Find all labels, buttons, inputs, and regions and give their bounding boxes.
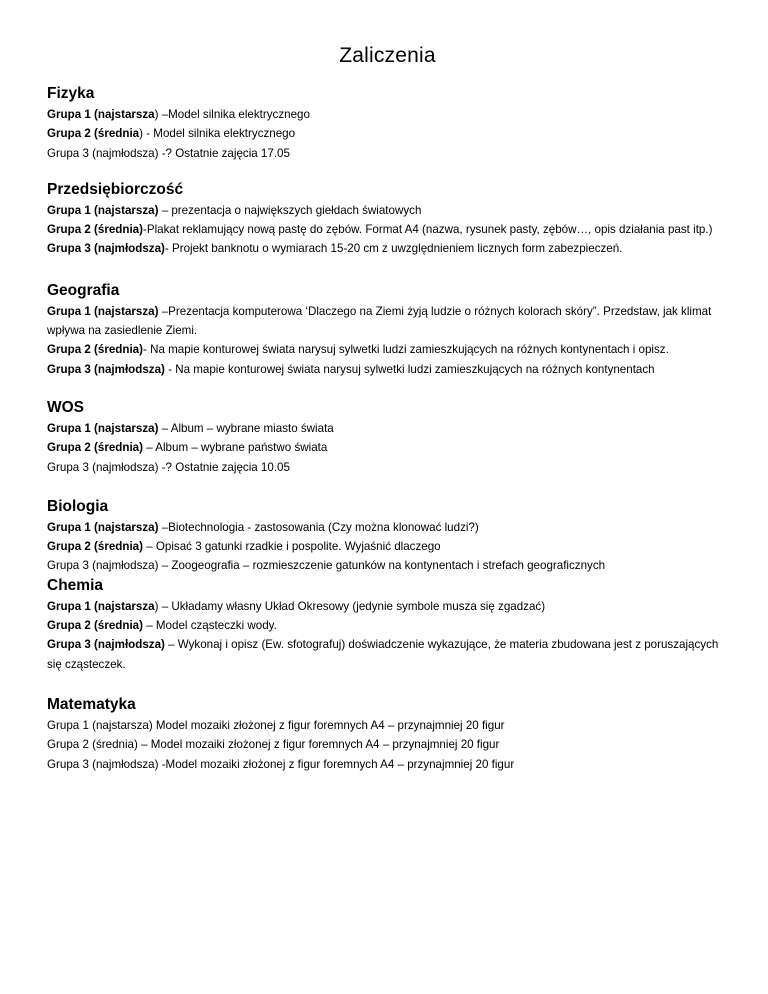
section-heading: Matematyka xyxy=(47,695,136,713)
section-przedsiebiorczosc xyxy=(47,180,728,259)
group-label: Grupa 2 (średnia) xyxy=(47,223,143,237)
group-label: Grupa 1 (najstarsza xyxy=(47,599,155,613)
section-biologia xyxy=(47,497,728,576)
group-text: – prezentacja o największych giełdach światowych xyxy=(158,203,422,217)
group-line xyxy=(47,635,728,674)
group-line xyxy=(47,458,728,477)
section-wos xyxy=(47,398,728,477)
section-heading: Geografia xyxy=(47,281,120,299)
section-geografia xyxy=(47,281,728,379)
group-label: Grupa 1 (najstarsza) xyxy=(47,520,159,534)
group-text: Grupa 3 (najmłodsza) -? Ostatnie zajęcia 17.05 xyxy=(47,146,290,160)
section-chemia xyxy=(47,576,728,674)
group-text: Grupa 3 (najmłodsza) – Zoogeografia – rozmieszczenie gatunków na kontynentach i strefach geograficznych xyxy=(47,559,606,573)
group-line xyxy=(47,438,728,457)
group-text: –Prezentacja komputerowa ‘Dlaczego na Ziemi żyją ludzie o różnych kolorach skóry”. Przedstaw, jak klimat wpływa na zasiedlenie Ziemi. xyxy=(47,304,712,338)
group-line xyxy=(47,537,728,556)
group-label: Grupa 2 (średnia xyxy=(47,127,140,141)
group-label: Grupa 3 (najmłodsza) xyxy=(47,638,165,652)
group-line xyxy=(47,419,728,438)
group-label: Grupa 2 (średnia) xyxy=(47,540,143,554)
group-label: Grupa 1 (najstarsza) xyxy=(47,421,159,435)
group-line xyxy=(47,755,728,774)
group-line xyxy=(47,239,728,258)
group-label: Grupa 1 (najstarsza) xyxy=(47,203,159,217)
group-text: Grupa 3 (najmłodsza) -? Ostatnie zajęcia 10.05 xyxy=(47,460,290,474)
group-label: Grupa 1 (najstarsza) xyxy=(47,304,159,318)
group-line xyxy=(47,616,728,635)
group-line xyxy=(47,340,728,359)
group-label: Grupa 2 (średnia) xyxy=(47,441,143,455)
group-label: Grupa 2 (średnia) xyxy=(47,619,143,633)
group-label: Grupa 3 (najmłodsza) xyxy=(47,362,165,376)
group-text: ) - Model silnika elektrycznego xyxy=(139,127,296,141)
group-line xyxy=(47,556,728,575)
section-heading: WOS xyxy=(47,398,85,416)
group-text: –Biotechnologia - zastosowania (Czy można klonować ludzi?) xyxy=(158,520,479,534)
section-heading: Przedsiębiorczość xyxy=(47,180,184,198)
section-matematyka xyxy=(47,695,728,774)
group-text: - Na mapie konturowej świata narysuj sylwetki ludzi zamieszkujących na różnych kontynentach xyxy=(164,362,655,376)
group-line xyxy=(47,360,728,379)
group-text: Grupa 3 (najmłodsza) -Model mozaiki złożonej z figur foremnych A4 – przynajmniej 20 figur xyxy=(47,757,515,771)
group-text: ) – Układamy własny Układ Okresowy (jedynie symbole musza się zgadzać) xyxy=(154,599,546,613)
group-line xyxy=(47,597,728,616)
group-text: – Album – wybrane miasto świata xyxy=(158,421,334,435)
group-line xyxy=(47,302,728,341)
group-line xyxy=(47,735,728,754)
group-text: -Plakat reklamujący nową pastę do zębów. Format A4 (nazwa, rysunek pasty, zębów…, opis działania past itp.) xyxy=(143,223,713,237)
group-text: - Na mapie konturowej świata narysuj sylwetki ludzi zamieszkujących na różnych kontynentach i opisz. xyxy=(143,343,669,357)
group-line xyxy=(47,518,728,537)
group-label: Grupa 2 (średnia) xyxy=(47,343,143,357)
group-line xyxy=(47,220,728,239)
section-fizyka xyxy=(47,84,728,163)
group-line xyxy=(47,201,728,220)
group-line xyxy=(47,124,728,143)
group-text: ) –Model silnika elektrycznego xyxy=(154,108,310,121)
group-text: – Wykonaj i opisz (Ew. sfotografuj) doświadczenie wykazujące, że materia zbudowana jest z poruszających się cząsteczek. xyxy=(47,638,719,671)
section-heading: Biologia xyxy=(47,497,109,515)
group-label: Grupa 3 (najmłodsza) xyxy=(47,242,165,256)
group-label: Grupa 1 (najstarsza xyxy=(47,108,155,121)
group-line xyxy=(47,144,728,163)
section-heading: Fizyka xyxy=(47,85,95,102)
group-text: Grupa 2 (średnia) – Model mozaiki złożonej z figur foremnych A4 – przynajmniej 20 figur xyxy=(47,738,500,752)
section-heading: Chemia xyxy=(47,576,103,594)
page-title: Zaliczenia xyxy=(339,44,436,67)
group-text: - Projekt banknotu o wymiarach 15-20 cm z uwzględnieniem licznych form zabezpieczeń. xyxy=(164,242,623,256)
group-text: – Album – wybrane państwo świata xyxy=(143,441,328,455)
group-line xyxy=(47,105,728,124)
group-text: – Opisać 3 gatunki rzadkie i pospolite. Wyjaśnić dlaczego xyxy=(143,540,441,554)
group-line xyxy=(47,716,728,735)
group-text: Grupa 1 (najstarsza) Model mozaiki złożonej z figur foremnych A4 – przynajmniej 20 figur xyxy=(47,718,505,732)
group-text: – Model cząsteczki wody. xyxy=(143,619,277,633)
